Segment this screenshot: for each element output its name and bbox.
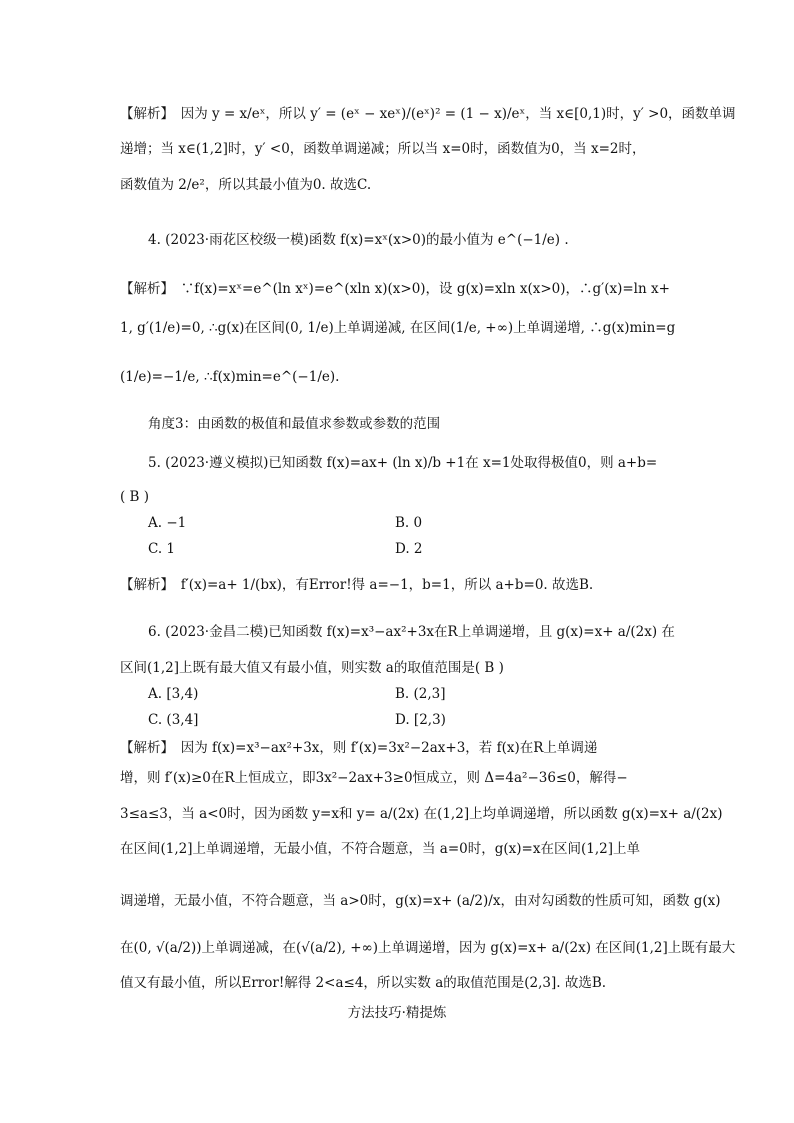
solution-4-line-1: 【解析】 ∵f(x)=xˣ=e^(ln xˣ)=e^(xln x)(x>0)，设 g(x)=xln x(x>0)，∴g′(x)=ln x+	[120, 281, 670, 297]
solution-3-line-1: 【解析】 因为 y = x/eˣ，所以 y′ = (eˣ − xeˣ)/(eˣ)² = (1 − x)/eˣ，当 x∈[0,1)时，y′ >0，函数单调	[120, 106, 736, 122]
q6-option-b: B. (2,3]	[395, 686, 446, 702]
question-5-stem: 5. (2023·遵义模拟)已知函数 f(x)=ax+ (ln x)/b +1在 x=1处取得极值0，则 a+b=	[148, 455, 658, 471]
question-5-answer: ( B )	[120, 489, 150, 505]
section-heading-angle-3: 角度3：由函数的极值和最值求参数或参数的范围	[148, 416, 441, 432]
q5-option-c: C. 1	[148, 541, 176, 557]
q6-option-c: C. (3,4]	[148, 712, 199, 728]
question-6-stem-1: 6. (2023·金昌二模)已知函数 f(x)=x³−ax²+3x在R上单调递增，且 g(x)=x+ a/(2x) 在	[148, 624, 675, 640]
solution-6-line-7: 值又有最小值，所以Error!解得 2<a≤4，所以实数 a的取值范围是(2,3]. 故选B.	[120, 975, 607, 991]
solution-4-line-3: (1/e)=−1/e, ∴f(x)min=e^(−1/e).	[120, 369, 340, 385]
solution-3-line-2: 递增；当 x∈(1,2]时，y′ <0，函数单调递减；所以当 x=0时，函数值为0，当 x=2时，	[120, 141, 646, 157]
solution-6-line-5: 调递增，无最小值，不符合题意，当 a>0时，g(x)=x+ (a/2)/x，由对勾函数的性质可知，函数 g(x)	[120, 893, 721, 909]
solution-4-line-2: 1, g′(1/e)=0, ∴g(x)在区间(0, 1/e)上单调递减, 在区间(1/e, +∞)上单调递增, ∴g(x)min=g	[120, 320, 676, 336]
q5-option-a: A. −1	[148, 515, 187, 531]
q5-option-d: D. 2	[395, 541, 423, 557]
solution-6-line-6: 在(0, √(a/2))上单调递减，在(√(a/2), +∞)上单调递增，因为 g(x)=x+ a/(2x) 在区间(1,2]上既有最大	[120, 940, 736, 956]
solution-3-line-3: 函数值为 2/e²，所以其最小值为0. 故选C.	[120, 177, 372, 193]
solution-6-line-1: 【解析】 因为 f(x)=x³−ax²+3x，则 f′(x)=3x²−2ax+3，若 f(x)在R上单调递	[120, 740, 598, 756]
solution-6-line-3: 3≤a≤3，当 a<0时，因为函数 y=x和 y= a/(2x) 在(1,2]上均单调递增，所以函数 g(x)=x+ a/(2x)	[120, 806, 723, 822]
q5-option-b: B. 0	[395, 515, 423, 531]
footer-heading: 方法技巧·精提炼	[347, 1005, 447, 1021]
question-4: 4. (2023·雨花区校级一模)函数 f(x)=xˣ(x>0)的最小值为 e^(−1/e) .	[148, 232, 569, 248]
q6-option-d: D. [2,3)	[395, 712, 446, 728]
solution-6-line-2: 增，则 f′(x)≥0在R上恒成立，即3x²−2ax+3≥0恒成立，则 Δ=4a²−36≤0，解得−	[120, 770, 628, 786]
q6-option-a: A. [3,4)	[148, 686, 199, 702]
solution-5: 【解析】 f′(x)=a+ 1/(bx)，有Error!得 a=−1，b=1，所以 a+b=0. 故选B.	[120, 577, 594, 593]
question-6-stem-2: 区间(1,2]上既有最大值又有最小值，则实数 a的取值范围是( B )	[120, 660, 504, 676]
solution-6-line-4: 在区间(1,2]上单调递增，无最小值，不符合题意，当 a=0时，g(x)=x在区间(1,2]上单	[120, 841, 640, 857]
